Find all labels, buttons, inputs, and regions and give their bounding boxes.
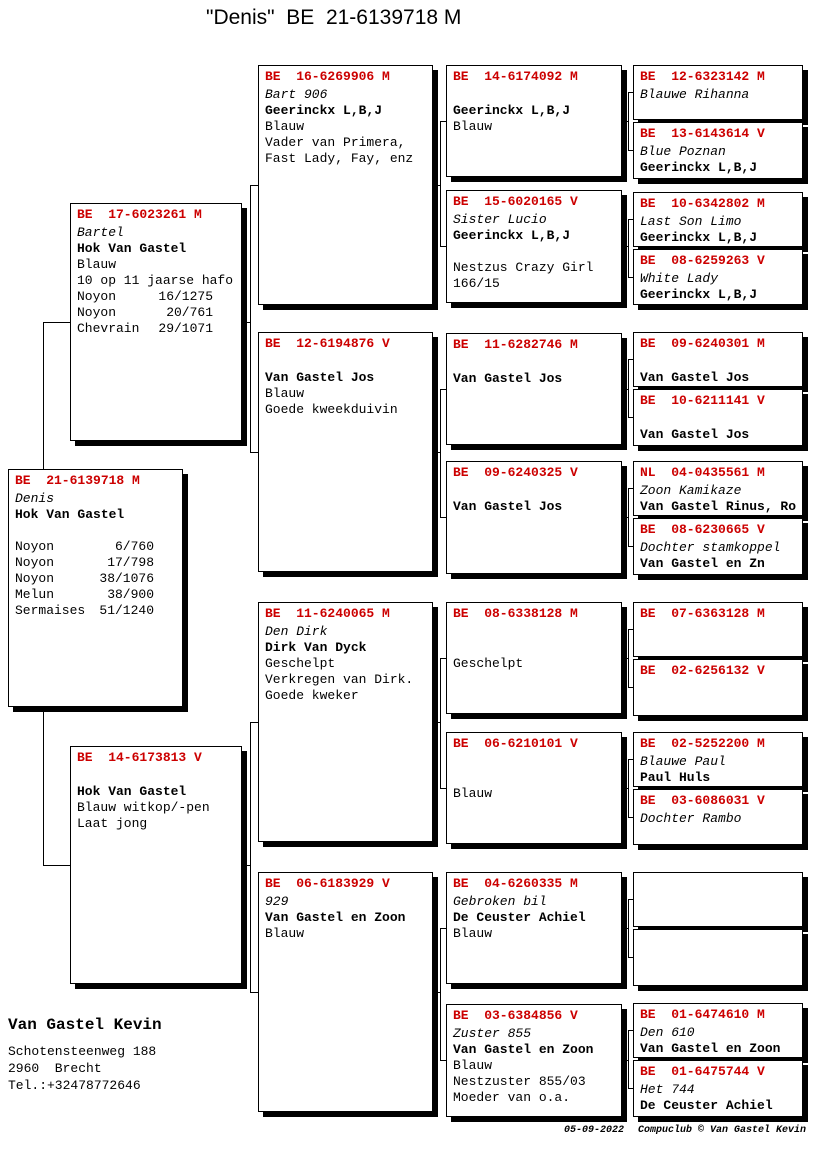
box-text-line: Nestzuster 855/03: [453, 1074, 586, 1089]
box-text-line: Geerinckx L,B,J: [640, 230, 758, 245]
ring-number-header: [640, 933, 796, 949]
pedigree-box-greatgrandparent-8: [446, 1004, 622, 1117]
race-result-line: Noyon 6/760: [15, 539, 154, 554]
box-text-line: Van Gastel en Zn: [640, 556, 765, 571]
pedigree-box-gen5-3: [633, 192, 803, 247]
race-result-line: Melun 38/900: [15, 587, 154, 602]
race-result-line: Noyon 17/798: [15, 555, 154, 570]
ring-number-header: BE 08-6338128 M: [453, 606, 578, 621]
box-text-line: De Ceuster Achiel: [640, 1098, 773, 1113]
box-text-line: Blauwe Rihanna: [640, 87, 750, 102]
owner-name: Van Gastel Kevin: [8, 1016, 162, 1034]
box-text-line: Geerinckx L,B,J: [453, 103, 571, 118]
pedigree-box-gen5-11: [633, 732, 803, 787]
box-text-line: Fast Lady, Fay, enz: [265, 151, 414, 166]
box-text-line: Bart 906: [265, 87, 328, 102]
box-text-line: Zoon Kamikaze: [640, 483, 742, 498]
box-text-line: Van Gastel en Zoon: [265, 910, 406, 925]
footer-credit: Compuclub © Van Gastel Kevin: [637, 1125, 806, 1136]
box-text-line: Van Gastel Jos: [453, 499, 563, 514]
race-result-line: Chevrain 29/1071: [77, 321, 213, 336]
ring-number-header: BE 15-6020165 V: [453, 194, 578, 209]
box-text-line: Van Gastel Rinus, Ro: [640, 499, 797, 514]
box-text-line: Blauw: [265, 926, 305, 941]
box-text-line: Van Gastel Jos: [640, 370, 750, 385]
race-result-line: Noyon 20/761: [77, 305, 213, 320]
box-text-line: Het 744: [640, 1082, 695, 1097]
box-text-line: [453, 754, 615, 770]
print-footer: [564, 1125, 806, 1136]
box-text-line: Dochter Rambo: [640, 811, 742, 826]
box-text-line: Blauw: [77, 257, 117, 272]
pedigree-box-gen5-12: [633, 789, 803, 845]
box-text-line: Geerinckx L,B,J: [640, 160, 758, 175]
ring-number-header: BE 10-6211141 V: [640, 393, 765, 408]
ring-number-header: BE 02-6256132 V: [640, 663, 765, 678]
pedigree-box-greatgrandparent-7: [446, 872, 622, 984]
box-text-line: White Lady: [640, 271, 719, 286]
box-text-line: 166/15: [453, 276, 500, 291]
box-text-line: Van Gastel en Zoon: [453, 1042, 594, 1057]
pedigree-box-gen5-10: [633, 659, 803, 716]
box-text-line: Hok Van Gastel: [77, 241, 187, 256]
box-text-line: [453, 770, 615, 786]
pedigree-box-greatgrandparent-1: [446, 65, 622, 177]
owner-info: [8, 1016, 162, 1094]
box-text-line: Van Gastel Jos: [453, 371, 563, 386]
pedigree-box-subject: [8, 469, 183, 707]
pedigree-box-gen5-2: [633, 122, 803, 179]
owner-city: 2960 Brecht: [8, 1061, 102, 1076]
box-text-line: Goede kweekduivin: [265, 402, 398, 417]
box-text-line: Goede kweker: [265, 688, 359, 703]
box-text-line: Moeder van o.a.: [453, 1090, 571, 1105]
box-text-line: Geerinckx L,B,J: [640, 287, 758, 302]
box-text-line: [77, 768, 235, 784]
box-text-line: Vader van Primera,: [265, 135, 406, 150]
ring-number-header: BE 09-6240301 M: [640, 336, 765, 351]
pedigree-box-gen5-4: [633, 249, 803, 305]
race-result-line: Sermaises 51/1240: [15, 603, 154, 618]
box-text-line: [640, 354, 796, 370]
box-text-line: Sister Lucio: [453, 212, 547, 227]
box-text-line: Geschelpt: [265, 656, 336, 671]
box-text-line: Blauw: [265, 386, 305, 401]
box-text-line: Blauw: [265, 119, 305, 134]
box-text-line: Blauw witkop/-pen: [77, 800, 210, 815]
box-text-line: [453, 87, 615, 103]
box-text-line: Hok Van Gastel: [77, 784, 187, 799]
ring-number-header: [640, 876, 796, 892]
box-text-line: Bartel: [77, 225, 124, 240]
pedigree-title: "Denis" BE 21-6139718 M: [206, 6, 462, 29]
ring-number-header: BE 02-5252200 M: [640, 736, 765, 751]
ring-number-header: BE 14-6173813 V: [77, 750, 202, 765]
box-text-line: Nestzus Crazy Girl: [453, 260, 594, 275]
pedigree-box-greatgrandparent-2: [446, 190, 622, 303]
pedigree-box-gen5-9: [633, 602, 803, 657]
box-text-line: Van Gastel Jos: [640, 427, 750, 442]
ring-number-header: BE 11-6282746 M: [453, 337, 578, 352]
box-text-line: Blauw: [453, 926, 493, 941]
pedigree-box-greatgrandparent-5: [446, 602, 622, 714]
pedigree-box-gen5-8: [633, 518, 803, 575]
ring-number-header: BE 21-6139718 M: [15, 473, 140, 488]
box-text-line: Dochter stamkoppel: [640, 540, 781, 555]
box-text-line: 929: [265, 894, 289, 909]
box-text-line: [15, 523, 176, 539]
pedigree-box-grandparent-4: [258, 872, 433, 1112]
box-text-line: Den Dirk: [265, 624, 328, 639]
box-text-line: 10 op 11 jaarse hafo: [77, 273, 234, 288]
box-text-line: [265, 354, 426, 370]
box-text-line: Van Gastel Jos: [265, 370, 375, 385]
box-text-line: Geerinckx L,B,J: [453, 228, 571, 243]
ring-number-header: BE 01-6474610 M: [640, 1007, 765, 1022]
ring-number-header: BE 08-6230665 V: [640, 522, 765, 537]
pedigree-box-gen5-14: [633, 929, 803, 986]
box-text-line: Blauw: [453, 119, 493, 134]
box-text-line: Zuster 855: [453, 1026, 532, 1041]
box-text-line: Hok Van Gastel: [15, 507, 125, 522]
pedigree-box-gen5-6: [633, 389, 803, 446]
pedigree-box-mother: [70, 746, 242, 984]
pedigree-box-gen5-16: [633, 1060, 803, 1117]
pedigree-box-father: [70, 203, 242, 441]
ring-number-header: NL 04-0435561 M: [640, 465, 765, 480]
pedigree-box-gen5-7: [633, 461, 803, 516]
pedigree-box-gen5-1: [633, 65, 803, 120]
ring-number-header: BE 08-6259263 V: [640, 253, 765, 268]
ring-number-header: BE 10-6342802 M: [640, 196, 765, 211]
race-result-line: Noyon 16/1275: [77, 289, 213, 304]
pedigree-box-greatgrandparent-6: [446, 732, 622, 844]
owner-address: Schotensteenweg 188: [8, 1044, 157, 1059]
box-text-line: [453, 355, 615, 371]
ring-number-header: BE 14-6174092 M: [453, 69, 578, 84]
ring-number-header: BE 06-6210101 V: [453, 736, 578, 751]
box-text-line: [453, 244, 615, 260]
ring-number-header: BE 07-6363128 M: [640, 606, 765, 621]
ring-number-header: BE 03-6384856 V: [453, 1008, 578, 1023]
pedigree-box-greatgrandparent-4: [446, 461, 622, 574]
box-text-line: Geerinckx L,B,J: [265, 103, 383, 118]
pedigree-box-grandparent-2: [258, 332, 433, 572]
box-text-line: Geschelpt: [453, 656, 524, 671]
ring-number-header: BE 09-6240325 V: [453, 465, 578, 480]
owner-phone: Tel.:+32478772646: [8, 1078, 141, 1093]
box-text-line: Van Gastel en Zoon: [640, 1041, 781, 1056]
pedigree-box-gen5-15: [633, 1003, 803, 1058]
ring-number-header: BE 16-6269906 M: [265, 69, 390, 84]
footer-date: 05-09-2022: [563, 1125, 624, 1136]
pedigree-box-grandparent-1: [258, 65, 433, 305]
pedigree-box-gen5-5: [633, 332, 803, 387]
ring-number-header: BE 03-6086031 V: [640, 793, 765, 808]
box-text-line: Laat jong: [77, 816, 148, 831]
box-text-line: Paul Huls: [640, 770, 711, 785]
ring-number-header: BE 01-6475744 V: [640, 1064, 765, 1079]
ring-number-header: BE 11-6240065 M: [265, 606, 390, 621]
box-text-line: [453, 624, 615, 640]
ring-number-header: BE 06-6183929 V: [265, 876, 390, 891]
box-text-line: De Ceuster Achiel: [453, 910, 586, 925]
box-text-line: Last Son Limo: [640, 214, 742, 229]
box-text-line: Denis: [15, 491, 55, 506]
box-text-line: Blauw: [453, 786, 493, 801]
ring-number-header: BE 12-6323142 M: [640, 69, 765, 84]
box-text-line: Blue Poznan: [640, 144, 726, 159]
pedigree-box-greatgrandparent-3: [446, 333, 622, 445]
pedigree-box-gen5-13: [633, 872, 803, 927]
box-text-line: Blauw: [453, 1058, 493, 1073]
box-text-line: Blauwe Paul: [640, 754, 726, 769]
box-text-line: Gebroken bil: [453, 894, 547, 909]
box-text-line: Verkregen van Dirk.: [265, 672, 414, 687]
box-text-line: [453, 640, 615, 656]
box-text-line: [453, 483, 615, 499]
ring-number-header: BE 13-6143614 V: [640, 126, 765, 141]
ring-number-header: BE 17-6023261 M: [77, 207, 202, 222]
box-text-line: Den 610: [640, 1025, 695, 1040]
ring-number-header: BE 12-6194876 V: [265, 336, 390, 351]
race-result-line: Noyon 38/1076: [15, 571, 154, 586]
ring-number-header: BE 04-6260335 M: [453, 876, 578, 891]
pedigree-box-grandparent-3: [258, 602, 433, 842]
box-text-line: [640, 411, 796, 427]
box-text-line: Dirk Van Dyck: [265, 640, 367, 655]
